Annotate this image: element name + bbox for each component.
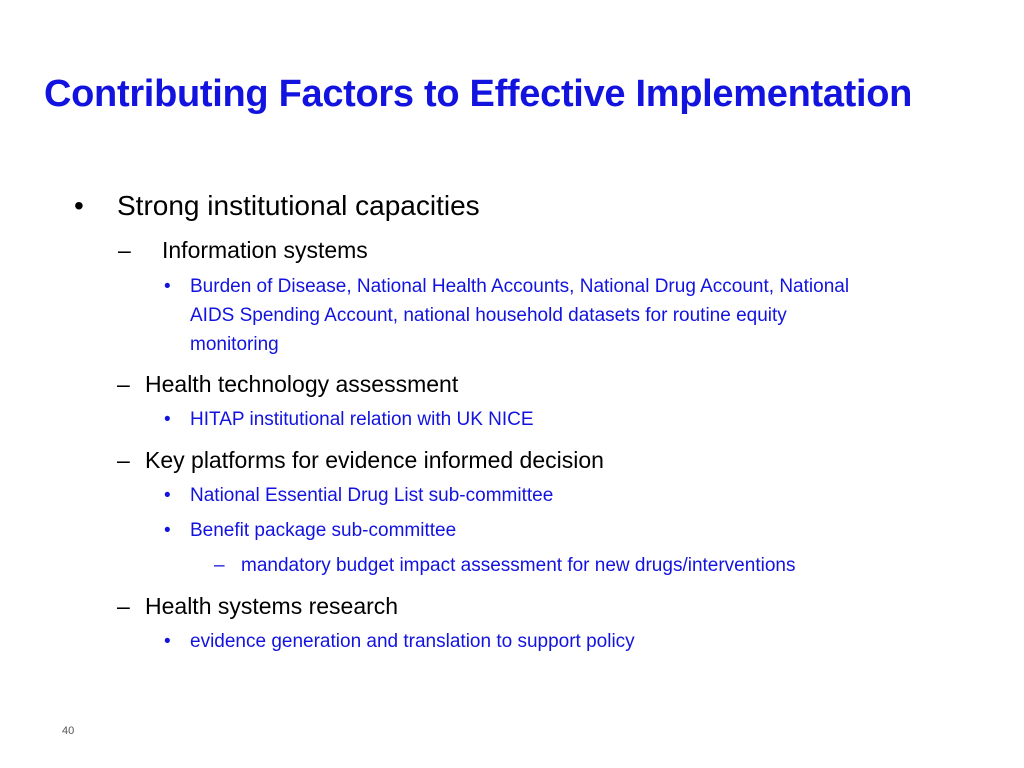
sub-bullet-health-systems-research: Health systems research — [145, 593, 399, 619]
benefit-package-sub-detail: mandatory budget impact assessment for new drugs/interventions — [241, 555, 796, 576]
info-systems-detail-line-3: monitoring — [190, 334, 279, 355]
hta-detail: HITAP institutional relation with UK NICE — [190, 409, 534, 430]
sub-bullet-information-systems: Information systems — [162, 237, 368, 263]
bullet-marker: • — [164, 276, 171, 297]
bullet-marker: • — [164, 520, 171, 541]
dash-marker: – — [117, 593, 130, 619]
sub-bullet-health-technology-assessment: Health technology assessment — [145, 371, 459, 397]
info-systems-detail-line-2: AIDS Spending Account, national household datasets for routine equity — [190, 305, 787, 326]
bullet-marker: • — [164, 409, 171, 430]
dash-marker: – — [214, 555, 225, 576]
hsr-detail: evidence generation and translation to support policy — [190, 631, 635, 652]
bullet-marker: • — [164, 631, 171, 652]
platforms-detail-edl: National Essential Drug List sub-committee — [190, 485, 554, 506]
dash-marker: – — [118, 237, 131, 263]
page-number: 40 — [62, 725, 75, 737]
bullet-marker: • — [164, 485, 171, 506]
slide-title: Contributing Factors to Effective Implementation — [44, 73, 913, 115]
bullet-strong-institutional-capacities: Strong institutional capacities — [117, 190, 480, 221]
dash-marker: – — [117, 371, 130, 397]
dash-marker: – — [117, 447, 130, 473]
sub-bullet-key-platforms: Key platforms for evidence informed decision — [145, 447, 604, 473]
bullet-marker: • — [74, 190, 84, 221]
info-systems-detail-line-1: Burden of Disease, National Health Accounts, National Drug Account, National — [190, 276, 850, 297]
platforms-detail-benefit-package: Benefit package sub-committee — [190, 520, 457, 541]
